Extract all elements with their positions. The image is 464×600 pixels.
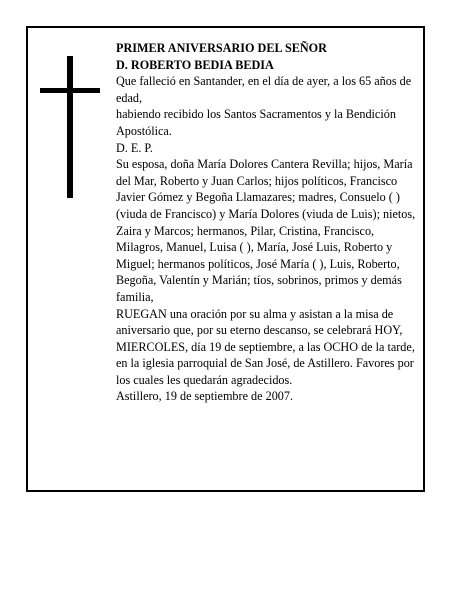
latin-cross-icon [40, 56, 100, 198]
place-and-date: Astillero, 19 de septiembre de 2007. [116, 389, 294, 404]
mass-request-body: una oración por su alma y asistan a la misa de aniversario que, por su eterno descanso, se celebrará HOY, MIERCOLES, día 19 de septiembre, a las OCHO de la tarde, en la iglesia parroquial de San José, de Astillero. Favores por los cuales les quedarán agradecidos. [116, 306, 415, 387]
cross-vertical-bar [67, 56, 73, 198]
family-list: Su esposa, doña María Dolores Cantera Revilla; hijos, María del Mar, Roberto y Juan Carlos; hijos políticos, Francisco Javier Gómez y Begoña Llamazares; madres, Consuelo ( ) (viuda de Francisco) y María Dolores (viuda de Luis); nietos, Zaira y Marcos; hermanos, Pilar, Cristina, Francisco, Milagros, Manuel, Luisa ( ), María, José Luis, Roberto y Miguel; hermanos políticos, José María ( ), Luis, Roberto, Begoña, Valentín y Marián; tíos, sobrinos, primos y demás familia, [116, 157, 416, 304]
deceased-name: D. ROBERTO BEDIA BEDIA [116, 57, 274, 72]
mass-request [116, 306, 422, 389]
notice-text [116, 40, 422, 405]
cross-horizontal-bar [40, 88, 100, 93]
obituary-notice [26, 26, 425, 492]
mass-request-lead: RUEGAN [116, 306, 167, 321]
sacraments-line: habiendo recibido los Santos Sacramentos y la Bendición Apostólica. [116, 107, 396, 138]
notice-heading-anniversary: PRIMER ANIVERSARIO DEL SEÑOR [116, 41, 327, 55]
death-announcement: Que falleció en Santander, en el día de ayer, a los 65 años de edad, [116, 74, 412, 105]
rest-in-peace: D. E. P. [116, 140, 153, 155]
